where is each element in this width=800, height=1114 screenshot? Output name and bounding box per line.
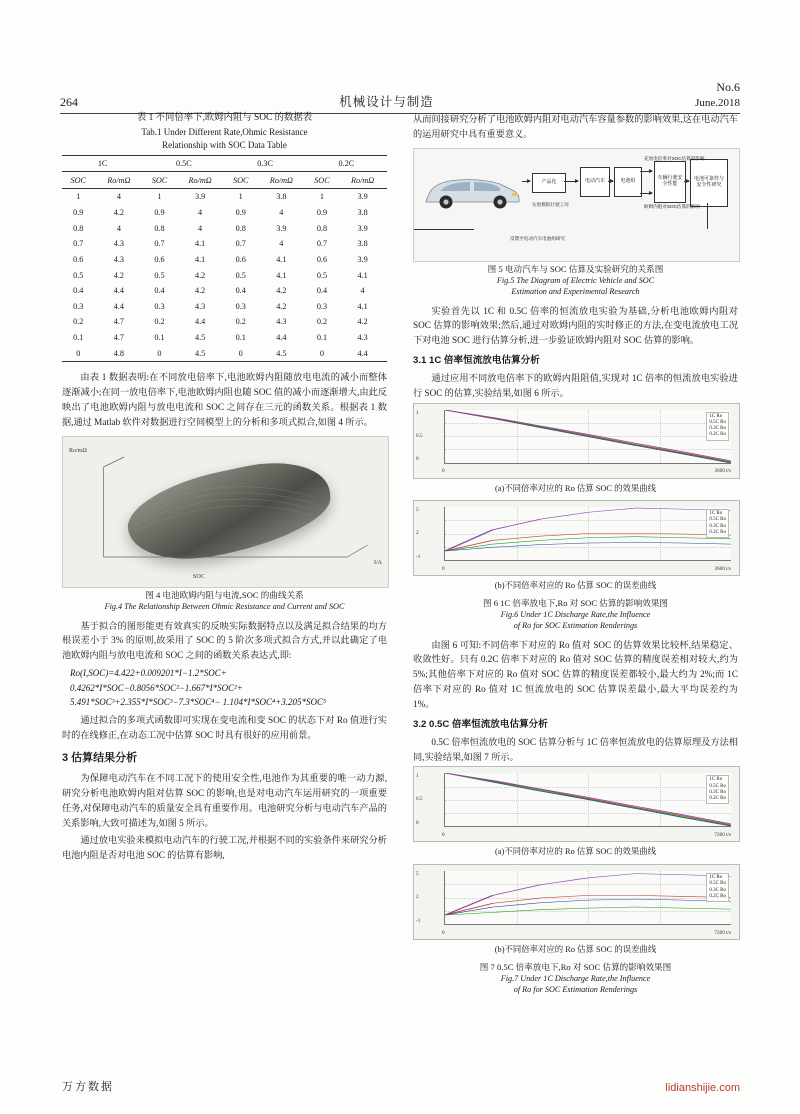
fig6b-y-min: -1 bbox=[416, 553, 421, 560]
table-caption-en: Tab.1 Under Different Rate,Ohmic Resistance bbox=[141, 126, 308, 137]
node-reliability: 电池可靠性与安全性研究 bbox=[690, 159, 728, 207]
fig6a-legend: 1C Ro 0.5C Ro 0.3C Ro 0.2C Ro bbox=[706, 412, 729, 441]
cell: 3.9 bbox=[357, 192, 368, 202]
fig7a-x-min: 0 bbox=[442, 831, 445, 838]
cell: 4.7 bbox=[113, 333, 124, 343]
plot-area bbox=[444, 773, 731, 827]
cell: 4.2 bbox=[276, 301, 287, 311]
cell: 0 bbox=[143, 346, 175, 362]
cell: 4.2 bbox=[113, 270, 124, 280]
figure-5-caption-cn: 图 5 电动汽车与 SOC 估算及实验研究的关系图 bbox=[487, 263, 664, 274]
chart-fig7b bbox=[413, 864, 740, 940]
label-rate-influence: 充放电倍率对SOC估算的影响 bbox=[644, 155, 705, 161]
table-caption-cn: 表 1 不同倍率下,欧姆内阻与 SOC 的数据表 bbox=[136, 113, 313, 123]
cell: 4.1 bbox=[276, 254, 287, 264]
col-header-ro-1: Ro/mΩ bbox=[94, 172, 143, 189]
cell: 0.8 bbox=[235, 223, 246, 233]
chart-fig7a bbox=[413, 766, 740, 842]
cell: 4.2 bbox=[357, 317, 368, 327]
cell: 0.3 bbox=[73, 301, 84, 311]
arrow-safety-to-reliability bbox=[684, 181, 689, 182]
plot-area bbox=[444, 871, 731, 925]
left-para-1: 由表 1 数据表明:在不同放电倍率下,电池欧姆内阻随放电电流的减小而整体逐渐减小;在同一放电倍率下,电池欧姆内阻也随 SOC 值的减小而逐渐增大,由此反映出了电池欧姆内阻与放电电流和 SOC 之间存在三元的函数关系。根据表 1 数据,通过 Matlab 软件对数据进行空间模型上的分析和多项式拟合,如图 4 所示。 bbox=[62, 372, 387, 427]
header-issue-number: No.6 bbox=[716, 80, 740, 94]
cell: 4.4 bbox=[194, 317, 206, 327]
figure-7a-subcaption: (a)不同倍率对应的 Ro 估算 SOC 的效果曲线 bbox=[495, 847, 656, 857]
col-header-soc-3: SOC bbox=[224, 172, 256, 189]
label-ro-influence: 欧姆内阻对SOC估算的影响 bbox=[644, 203, 700, 209]
surface-z-axis-label: Ro/mΩ bbox=[69, 447, 87, 454]
cell: 0.7 bbox=[154, 239, 165, 249]
cell: 0.5 bbox=[73, 270, 84, 280]
cell: 4.1 bbox=[194, 239, 206, 249]
cell: 3.9 bbox=[357, 254, 368, 264]
cell: 0.7 bbox=[73, 239, 84, 249]
cell: 0 bbox=[62, 346, 94, 362]
node-product: 产品化 bbox=[532, 173, 566, 193]
header-journal-title: 机械设计与制造 bbox=[339, 94, 434, 109]
watermark-wanfang: 万方数据 bbox=[62, 1081, 114, 1093]
cell: 0.8 bbox=[154, 223, 165, 233]
figure-4-caption-cn: 图 4 电池欧姆内阻与电流,SOC 的曲线关系 bbox=[145, 589, 304, 600]
cell: 4.5 bbox=[176, 346, 225, 362]
fig6b-y-mid: 2 bbox=[416, 530, 419, 537]
cell: 0.3 bbox=[316, 301, 328, 311]
relationship-diagram bbox=[413, 148, 740, 262]
figure-6-caption bbox=[413, 598, 738, 632]
figure-4 bbox=[62, 436, 387, 588]
section-3-2-heading: 3.2 0.5C 倍率恒流放电估算分析 bbox=[413, 719, 548, 731]
fig6b-legend: 1C Ro 0.5C Ro 0.3C Ro 0.2C Ro bbox=[706, 509, 729, 538]
rate-group-05c: 0.5C bbox=[143, 155, 224, 172]
cell: 4.5 bbox=[194, 333, 206, 343]
cell: 4 bbox=[198, 207, 203, 217]
cell: 4.4 bbox=[276, 333, 287, 343]
table-row bbox=[62, 283, 387, 299]
right-para-3: 通过应用不同放电倍率下的欧姆内阻阻值,实现对 1C 倍率的恒流放电实验进行 SOC 的估算,实验结果,如图 6 所示。 bbox=[413, 372, 738, 398]
fig6a-y-min: 0 bbox=[416, 456, 419, 463]
table-row bbox=[62, 299, 387, 315]
cell: 4 bbox=[279, 239, 284, 249]
electric-car-illustration bbox=[420, 171, 524, 211]
cell: 0 bbox=[224, 346, 256, 362]
section-3-heading: 3 估算结果分析 bbox=[62, 752, 138, 765]
fig7b-y-mid: 2 bbox=[416, 894, 419, 901]
cell: 4.3 bbox=[276, 317, 287, 327]
cell: 4.4 bbox=[113, 301, 124, 311]
fig7a-x-max: 7200 t/s bbox=[714, 831, 731, 838]
table-row bbox=[62, 236, 387, 252]
left-para-4: 为保障电动汽车在不同工况下的使用安全性,电池作为其重要的唯一动力源,研究分析电池欧姆内阻对估算 SOC 的影响,也是对电动汽车运用研究的一项重要任务,对保障电动汽车的质量安全具有重要作用。电池研究分析与电动汽车产品的关系影响,大致可描述为,如图 5 所示。 bbox=[62, 773, 387, 828]
arrow-car-to-product bbox=[522, 181, 530, 182]
table-caption-en2: Relationship with SOC Data Table bbox=[162, 139, 287, 150]
left-para-5: 通过放电实验来模拟电动汽车的行驶工况,并根据不同的实验条件来研究分析电池内阻是否对电池 SOC 的估算有影响, bbox=[62, 834, 387, 860]
cell: 0.3 bbox=[154, 301, 165, 311]
cell: 0.8 bbox=[316, 223, 328, 233]
col-header-ro-2: Ro/mΩ bbox=[176, 172, 225, 189]
cell: 1 bbox=[157, 192, 162, 202]
left-para-3: 通过拟合的多项式函数即可实现在变电流和变 SOC 的状态下对 Ro 值进行实时的在线修正,在动态工况中估算 SOC 时具有很好的应用前景。 bbox=[62, 715, 387, 741]
figure-5 bbox=[413, 148, 738, 262]
header-issue-date: June.2018 bbox=[695, 96, 740, 109]
plot-area bbox=[444, 410, 731, 464]
cell: 0.7 bbox=[235, 239, 246, 249]
header-issue-block bbox=[695, 80, 740, 110]
cell: 0.4 bbox=[154, 286, 165, 296]
cell: 4 bbox=[279, 207, 284, 217]
cell: 4.4 bbox=[113, 286, 124, 296]
figure-7-caption-en: Fig.7 Under 1C Discharge Rate,the Influence bbox=[500, 974, 651, 984]
cell: 4.5 bbox=[257, 346, 306, 362]
cell: 3.8 bbox=[357, 239, 368, 249]
right-column bbox=[413, 112, 738, 1001]
fig7a-legend: 1C Ro 0.5C Ro 0.3C Ro 0.2C Ro bbox=[706, 775, 729, 804]
cell: 4 bbox=[116, 192, 121, 202]
section-3-1-heading: 3.1 1C 倍率恒流放电估算分析 bbox=[413, 355, 540, 367]
rate-group-02c: 0.2C bbox=[306, 155, 387, 172]
fig6a-y-mid: 0.5 bbox=[416, 432, 423, 439]
cell: 0.6 bbox=[235, 254, 246, 264]
cell: 0.5 bbox=[235, 270, 246, 280]
cell: 0.9 bbox=[73, 207, 84, 217]
cell: 4.3 bbox=[113, 239, 124, 249]
arrow-product-to-ev bbox=[564, 181, 578, 182]
cell: 4.3 bbox=[194, 301, 206, 311]
figure-6a-subcaption: (a)不同倍率对应的 Ro 估算 SOC 的效果曲线 bbox=[495, 483, 656, 493]
col-header-ro-4: Ro/mΩ bbox=[338, 172, 387, 189]
table-row bbox=[62, 205, 387, 221]
cell: 0.6 bbox=[73, 254, 84, 264]
ohmic-resistance-soc-table bbox=[62, 155, 387, 363]
figure-6-caption-en: Fig.6 Under 1C Discharge Rate,the Influence bbox=[500, 610, 651, 620]
chart-fig6a bbox=[413, 403, 740, 479]
fig7b-legend: 1C Ro 0.5C Ro 0.3C Ro 0.2C Ro bbox=[706, 873, 729, 902]
cell: 0 bbox=[306, 346, 338, 362]
cell: 4.1 bbox=[357, 270, 368, 280]
cell: 0.3 bbox=[235, 301, 246, 311]
col-header-ro-3: Ro/mΩ bbox=[257, 172, 306, 189]
label-experiment-condition: 实验模拟行驶工况 bbox=[532, 201, 569, 207]
cell: 4.2 bbox=[194, 286, 206, 296]
cell: 0.2 bbox=[235, 317, 246, 327]
cell: 1 bbox=[76, 192, 81, 202]
plot-area bbox=[444, 507, 731, 561]
cell: 0.9 bbox=[235, 207, 246, 217]
arrow-battery-to-safety bbox=[640, 171, 652, 172]
fig6b-x-max: 3600 t/s bbox=[714, 565, 731, 572]
fig6a-x-min: 0 bbox=[442, 468, 445, 475]
figure-5-caption bbox=[413, 264, 738, 298]
figure-5-caption-en2: Estimation and Experimental Research bbox=[511, 287, 640, 297]
left-para-2: 基于拟合的图形能更有效真实的反映实际数据特点以及满足拟合结果的均方根误差小于 3% 的原则,故采用了 SOC 的 5 阶次多项式拟合方式,并以此确定了电池欧姆内阻与放电电流和 SOC 之间的函数关系表达式,即: bbox=[62, 620, 387, 661]
cell: 0.9 bbox=[154, 207, 165, 217]
arrow-battery-to-safety-2 bbox=[640, 193, 652, 194]
fig6b-y-max: 5 bbox=[416, 507, 419, 514]
col-header-soc-1: SOC bbox=[62, 172, 94, 189]
fig6a-y-max: 1 bbox=[416, 409, 419, 416]
cell: 1 bbox=[319, 192, 324, 202]
cell: 0.4 bbox=[235, 286, 246, 296]
cell: 4.3 bbox=[113, 254, 124, 264]
cell: 4.7 bbox=[113, 317, 124, 327]
fig7a-y-min: 0 bbox=[416, 819, 419, 826]
cell: 3.9 bbox=[194, 192, 206, 202]
chart-fig6b bbox=[413, 500, 740, 576]
figure-4-caption bbox=[62, 590, 387, 613]
figure-7-caption-en2: of Ro for SOC Estimation Renderings bbox=[513, 985, 638, 995]
table-row bbox=[62, 330, 387, 346]
right-para-4: 由图 6 可知:不同倍率下对应的 Ro 值对 SOC 的估算效果比较杯,结果稳定、收敛性好。只有 0.2C 倍率下对应的 Ro 值对 SOC 估算的精度误差相对较大,约为 5%;其他倍率下对应的 Ro 值对 SOC 估算的精度误差都较小,最大约为 2%;而 1C 倍率下对应的 Ro 值对 1C 恒流放电的 SOC 估算误差最小,最大平均误差约为 1%。 bbox=[413, 639, 738, 710]
fig6b-x-min: 0 bbox=[442, 565, 445, 572]
table-row bbox=[62, 189, 387, 205]
figure-7b-subcaption: (b)不同倍率对应的 Ro 估算 SOC 的误差曲线 bbox=[494, 945, 657, 955]
right-para-1: 从而间接研究分析了电池欧姆内阻对电动汽车容量参数的影响效果,这在电动汽车的运用研究中具有重要意义。 bbox=[413, 114, 738, 139]
table-row bbox=[62, 267, 387, 283]
fitting-formula: Ro(I,SOC)=4.422+0.009201*I−1.2*SOC+ 0.4262*I*SOC−0.8056*SOC²−1.667*I*SOC²+ 5.491*SOC³+2.355*I*SOC³−7.3*SOC⁴− 1.104*I*SOC⁴+3.205*SOC⁵ bbox=[70, 668, 327, 708]
page-header bbox=[60, 80, 740, 114]
cell: 3.9 bbox=[276, 223, 287, 233]
fig7a-y-mid: 0.5 bbox=[416, 796, 423, 803]
cell: 0.5 bbox=[154, 270, 165, 280]
table-row bbox=[62, 252, 387, 268]
surface-plot bbox=[62, 436, 389, 588]
cell: 4 bbox=[360, 286, 365, 296]
right-para-5: 0.5C 倍率恒流放电的 SOC 估算分析与 1C 倍率恒流放电的估算原理及方法相同,实验结果,如图 7 所示。 bbox=[413, 736, 738, 762]
label-feedback: 反馈至电动汽车电池组研究 bbox=[510, 235, 566, 241]
cell: 4.4 bbox=[338, 346, 387, 362]
cell: 4 bbox=[198, 223, 203, 233]
node-safety: 车辆行驶安全性能 bbox=[654, 161, 686, 203]
cell: 0.4 bbox=[316, 286, 328, 296]
cell: 1 bbox=[238, 192, 243, 202]
watermark-site: lidianshijie.com bbox=[665, 1082, 740, 1094]
fig7b-y-max: 5 bbox=[416, 871, 419, 878]
cell: 4.8 bbox=[94, 346, 143, 362]
col-header-soc-2: SOC bbox=[143, 172, 175, 189]
left-column bbox=[62, 112, 387, 864]
cell: 0.2 bbox=[316, 317, 328, 327]
cell: 0.6 bbox=[316, 254, 328, 264]
cell: 4.2 bbox=[194, 270, 206, 280]
cell: 0.2 bbox=[154, 317, 165, 327]
cell: 4.3 bbox=[357, 333, 368, 343]
cell: 4.1 bbox=[276, 270, 287, 280]
cell: 3.8 bbox=[276, 192, 287, 202]
cell: 4.1 bbox=[194, 254, 206, 264]
cell: 0.1 bbox=[235, 333, 246, 343]
figure-7-caption bbox=[413, 962, 738, 996]
cell: 3.8 bbox=[357, 207, 368, 217]
cell: 0.2 bbox=[73, 317, 84, 327]
feedback-arrow bbox=[413, 229, 474, 230]
fig7b-x-min: 0 bbox=[442, 929, 445, 936]
cell: 4.1 bbox=[357, 301, 368, 311]
cell: 0.9 bbox=[316, 207, 328, 217]
node-battery-pack: 电池组 bbox=[614, 167, 642, 197]
fig7a-y-max: 1 bbox=[416, 773, 419, 780]
table-caption bbox=[62, 112, 387, 152]
cell: 4 bbox=[116, 223, 121, 233]
fig6a-x-max: 3600 t/s bbox=[714, 468, 731, 475]
feedback-line-vertical bbox=[707, 203, 708, 229]
surface-x-axis-label: SOC bbox=[193, 574, 205, 581]
cell: 0.7 bbox=[316, 239, 328, 249]
cell: 4.2 bbox=[113, 207, 124, 217]
table-row bbox=[62, 314, 387, 330]
figure-6-caption-cn: 图 6 1C 倍率放电下,Ro 对 SOC 估算的影响效果图 bbox=[482, 597, 669, 608]
arrow-ev-to-battery bbox=[608, 181, 613, 182]
cell: 0.1 bbox=[316, 333, 328, 343]
surface-y-axis-label: I/A bbox=[374, 560, 382, 567]
rate-group-03c: 0.3C bbox=[224, 155, 305, 172]
cell: 0.6 bbox=[154, 254, 165, 264]
cell: 0.1 bbox=[154, 333, 165, 343]
figure-6-caption-en2: of Ro for SOC Estimation Renderings bbox=[513, 621, 638, 631]
fig7b-x-max: 7200 t/s bbox=[714, 929, 731, 936]
cell: 0.4 bbox=[73, 286, 84, 296]
cell: 0.5 bbox=[316, 270, 328, 280]
table-row bbox=[62, 220, 387, 236]
rate-group-1c: 1C bbox=[62, 155, 143, 172]
header-page-number: 264 bbox=[60, 94, 78, 109]
node-ev: 电动汽车 bbox=[580, 167, 610, 197]
figure-5-caption-en: Fig.5 The Diagram of Electric Vehicle and SOC bbox=[496, 276, 655, 286]
col-header-soc-4: SOC bbox=[306, 172, 338, 189]
figure-4-caption-en: Fig.4 The Relationship Between Ohmic Resistance and Current and SOC bbox=[104, 602, 345, 612]
right-para-2: 实验首先以 1C 和 0.5C 倍率的恒流放电实验为基础,分析电池欧姆内阻对 SOC 估算的影响效果;然后,通过对欧姆内阻的实时修正的方法,在变电流放电工况下对电池 SOC 进行估算分析,进一步验证欧姆内阻对 SOC 估算的影响。 bbox=[413, 305, 738, 346]
cell: 4.2 bbox=[276, 286, 287, 296]
cell: 0.1 bbox=[73, 333, 84, 343]
cell: 3.9 bbox=[357, 223, 368, 233]
fig7b-y-min: -1 bbox=[416, 917, 421, 924]
cell: 0.8 bbox=[73, 223, 84, 233]
figure-6b-subcaption: (b)不同倍率对应的 Ro 估算 SOC 的误差曲线 bbox=[494, 581, 657, 591]
figure-7-caption-cn: 图 7 0.5C 倍率放电下,Ro 对 SOC 估算的影响效果图 bbox=[479, 961, 672, 972]
table-row bbox=[62, 346, 387, 362]
